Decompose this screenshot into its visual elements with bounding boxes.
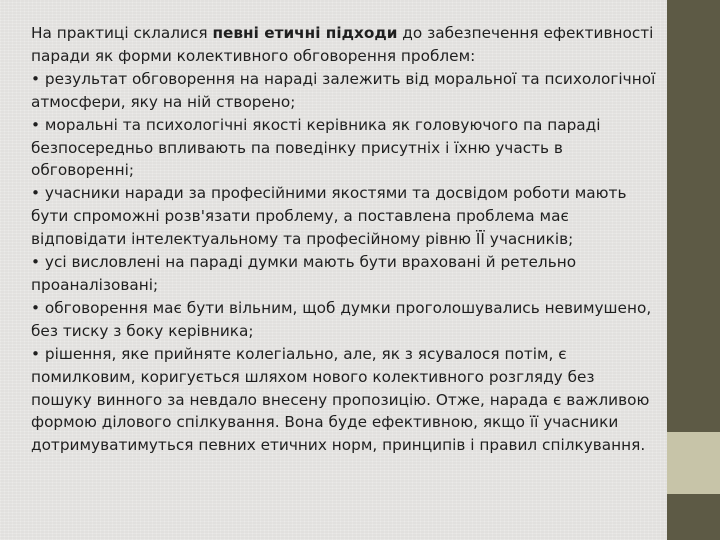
bullet-6: • рішення, яке прийняте колегіально, але, як з ясувалося потім, є помилковим, коригується шляхом нового колективного розгляду без пошуку винного за невдало внесену пропозицію. Отже, нарада є важливою формою ділового спілкування. Вона буде ефективною, якщо її учасники дотримуватимуться певних етичних норм, принципів і правил спілкування. [31, 344, 650, 455]
decorative-side-accent [667, 432, 720, 494]
bullet-4: • усі висловлені на параді думки мають бути враховані й ретельно проаналізовані; [31, 253, 577, 294]
intro-emphasis: певні етичні підходи [212, 24, 398, 42]
bullet-2: • моральні та психологічні якості керівника як головуючого па параді безпосередньо впливають па поведінку присутніх і їхню участь в обговоренні; [31, 115, 601, 180]
bullet-1: • результат обговорення на нараді залежить від моральної та психологічної атмосфери, яку на ній створено; [31, 69, 656, 111]
bullet-3: • учасники наради за професійними якостями та досвідом роботи мають бути спроможні розв'язати проблему, а поставлена проблема має відповідати інтелектуальному та професійному рівню ЇЇ учасників; [31, 184, 627, 249]
intro-paragraph [31, 22, 656, 68]
intro-after: до забезпечення ефективності паради як форми колективного обговорення проблем: [31, 24, 654, 65]
slide-body-text [31, 22, 656, 457]
intro-before: На практиці склалися [31, 24, 213, 42]
bullet-5: • обговорення має бути вільним, щоб думки проголошувались невимушено, без тиску з боку керівника; [31, 298, 652, 340]
